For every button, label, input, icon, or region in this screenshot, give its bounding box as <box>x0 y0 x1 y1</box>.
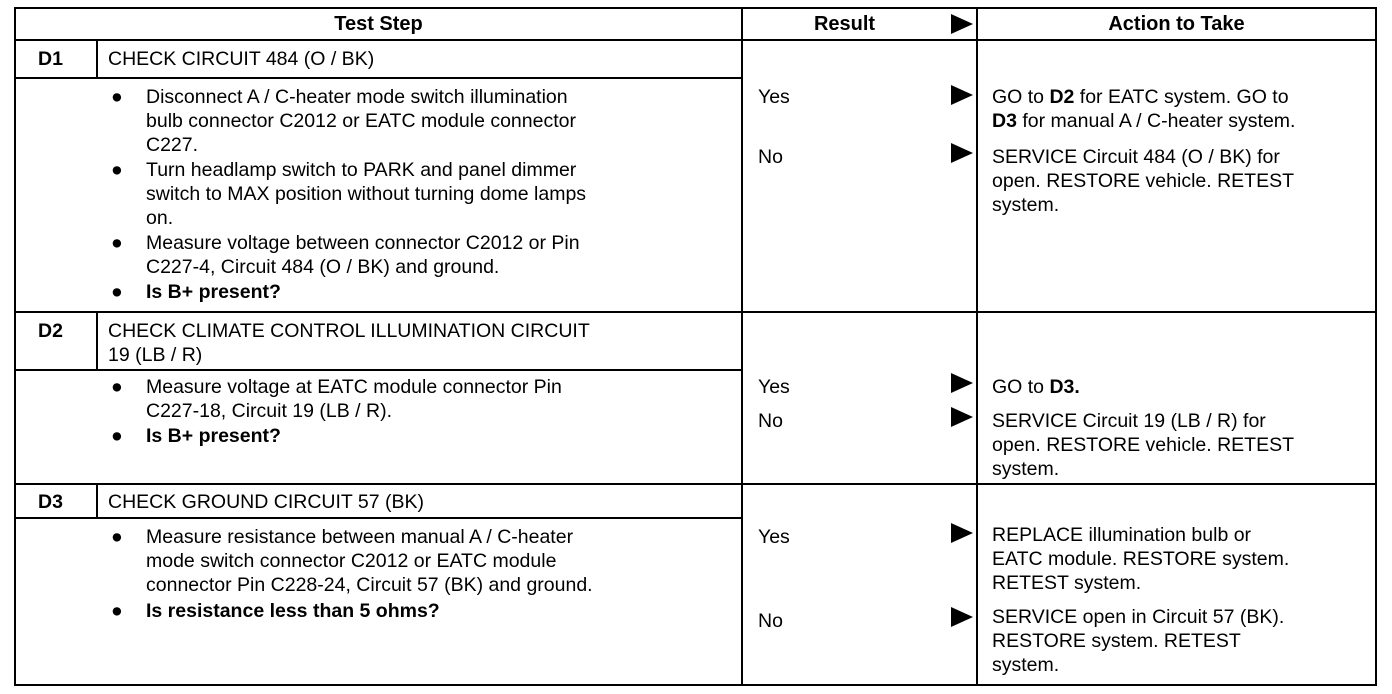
procedure-line: Measure resistance between manual A / C-heater <box>146 526 574 548</box>
bullet-icon: ● <box>111 281 123 303</box>
action-line: open. RESTORE vehicle. RETEST <box>992 170 1295 192</box>
header-result: Result <box>813 13 876 35</box>
action-line: system. <box>992 458 1060 480</box>
procedure-line: connector Pin C228-24, Circuit 57 (BK) and ground. <box>146 574 593 596</box>
arrow-right-icon <box>951 523 973 543</box>
id-rule <box>96 40 98 78</box>
procedure-line: C227-4, Circuit 484 (O / BK) and ground. <box>146 256 500 278</box>
action-line: system. <box>992 654 1060 676</box>
arrow-right-icon <box>951 373 973 393</box>
arrow-right-icon <box>951 14 973 34</box>
col-rule-action <box>976 9 978 684</box>
bullet-icon: ● <box>111 232 123 254</box>
col-rule-result <box>741 9 743 684</box>
result-yes: Yes <box>758 86 790 108</box>
arrow-right-icon <box>951 607 973 627</box>
step-title: CHECK CLIMATE CONTROL ILLUMINATION CIRCUIT <box>108 320 590 342</box>
arrow-right-icon <box>951 85 973 105</box>
procedure-line: mode switch connector C2012 or EATC module <box>146 550 557 572</box>
procedure-line: C227-18, Circuit 19 (LB / R). <box>146 400 393 422</box>
bullet-icon: ● <box>111 425 123 447</box>
bullet-icon: ● <box>111 159 123 181</box>
action-line: SERVICE open in Circuit 57 (BK). <box>992 606 1285 628</box>
action-line: system. <box>992 194 1060 216</box>
action-text <box>992 605 1284 677</box>
action-text <box>992 523 1289 595</box>
action-line: REPLACE illumination bulb or <box>992 524 1252 546</box>
procedure-line: bulb connector C2012 or EATC module connector <box>146 110 576 132</box>
arrow-right-icon <box>951 407 973 427</box>
step-title: CHECK GROUND CIRCUIT 57 (BK) <box>108 491 425 513</box>
procedure-question: Is resistance less than 5 ohms? <box>146 600 440 622</box>
procedure-line: Disconnect A / C-heater mode switch illumination <box>146 86 568 108</box>
diagnostic-table <box>14 7 1377 686</box>
bullet-icon: ● <box>111 376 123 398</box>
procedure-line: C227. <box>146 134 199 156</box>
id-rule <box>96 312 98 370</box>
action-line: GO to D2 for EATC system. GO to <box>992 86 1289 108</box>
action-line: RETEST system. <box>992 572 1142 594</box>
step-title: 19 (LB / R) <box>108 344 203 366</box>
action-text <box>992 85 1295 133</box>
arrow-right-icon <box>951 143 973 163</box>
header-action: Action to Take <box>1108 13 1245 35</box>
header-rule <box>16 39 1375 41</box>
bullet-icon: ● <box>111 600 123 622</box>
step-rule <box>16 311 1375 313</box>
result-no: No <box>758 410 783 432</box>
action-line: EATC module. RESTORE system. <box>992 548 1290 570</box>
action-text <box>992 409 1294 481</box>
bullet-icon: ● <box>111 86 123 108</box>
action-line: open. RESTORE vehicle. RETEST <box>992 434 1295 456</box>
step-rule <box>16 483 1375 485</box>
procedure-line: on. <box>146 207 174 229</box>
procedure-line: Measure voltage between connector C2012 or Pin <box>146 232 580 254</box>
action-line: GO to D3. <box>992 376 1080 398</box>
procedure-line: Turn headlamp switch to PARK and panel dimmer <box>146 159 577 181</box>
step-id: D3 <box>38 491 63 513</box>
procedure-line: Measure voltage at EATC module connector Pin <box>146 376 562 398</box>
title-rule <box>16 369 742 371</box>
step-id: D2 <box>38 320 63 342</box>
procedure-line: switch to MAX position without turning dome lamps <box>146 183 587 205</box>
action-text <box>992 145 1294 217</box>
action-line: SERVICE Circuit 484 (O / BK) for <box>992 146 1280 168</box>
procedure-question: Is B+ present? <box>146 425 281 447</box>
result-no: No <box>758 610 783 632</box>
result-no: No <box>758 146 783 168</box>
title-rule <box>16 517 742 519</box>
header-test-step: Test Step <box>334 13 423 35</box>
result-yes: Yes <box>758 526 790 548</box>
step-title: CHECK CIRCUIT 484 (O / BK) <box>108 48 375 70</box>
action-line: D3 for manual A / C-heater system. <box>992 110 1296 132</box>
action-text <box>992 375 1080 399</box>
action-line: RESTORE system. RETEST <box>992 630 1241 652</box>
title-rule <box>16 77 742 79</box>
bullet-icon: ● <box>111 526 123 548</box>
result-yes: Yes <box>758 376 790 398</box>
id-rule <box>96 484 98 518</box>
action-line: SERVICE Circuit 19 (LB / R) for <box>992 410 1266 432</box>
procedure-question: Is B+ present? <box>146 281 281 303</box>
step-id: D1 <box>38 48 63 70</box>
